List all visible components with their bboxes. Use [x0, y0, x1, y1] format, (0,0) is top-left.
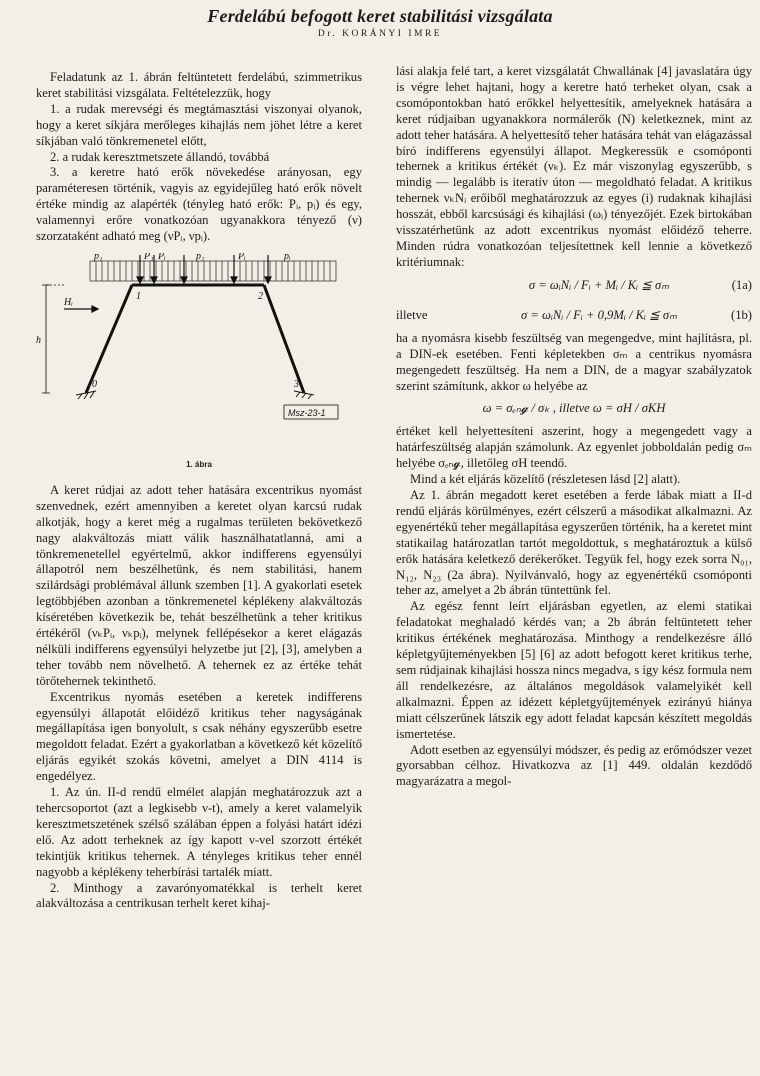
- author-name: Dr. KORÁNYI IMRE: [317, 29, 443, 39]
- label-h: h: [36, 334, 41, 346]
- paragraph: Az egész fennt leírt eljárásban egyetlen, az elemi statikai feladatokat meghaladó kérdés van; a 2b ábrán feltüntetett teher kritikus értékének meghatározása. Minthogy a rendelkezésre álló képletgyűjteményekben [5] [6] az adott befogott keret kritikus terhe, sem rúdjainak kihajlási hossza nincs megadva, s így kész formula nem áll rendelkezésre, az általános megoldások valamelyikét kell alkalmazni. Éppen az idézett képletgyűjtemények ezirányú hiánya miatt célszerűnek látszik egy adott feladat kapcsán készített megoldás ismertetése.: [396, 599, 752, 741]
- paragraph: Adott esetben az egyensúlyi módszer, és pedig az erőmódszer vezet gyorsabban célhoz. Hivatkozva az [1] 449. oldalán kezdődő magyarázatra a megol-: [396, 742, 752, 789]
- left-column: [36, 70, 362, 1068]
- distributed-load: [90, 261, 336, 281]
- label-Pi-a: Pᵢ: [158, 252, 166, 262]
- article-title: Ferdelábú befogott keret stabilitási vizsgálata: [207, 6, 553, 26]
- paragraph: Excentrikus nyomás esetében a keretek indifferens egyensúlyi állapotát előidéző kritikus teher nagyságának megállapítása igen bonyolult, s csak néhány egyszerűbb esetre megoldott feladat. Ezért a gyakorlatban a következő két közelítő eljárás egyikét szokás követni, amelyet a DIN 4114 is engedélyez.: [36, 689, 362, 784]
- frame-diagram: [36, 253, 362, 453]
- paragraph: 2. Minthogy a zavarónyomatékkal is terhelt keret alakváltozása a centrikusan terhelt keret kihaj-: [36, 880, 362, 911]
- paragraph: A keret rúdjai az adott teher hatására excentrikus nyomást szenvednek, ezért amennyiben a keretet olyan karcsú rudak alkotják, hogy a keret még a rugalmas területen bekövetkező nagy alakváltozás miatt válik használhatatlanná, ami a tönkremenetellel egyértelmű, akkor indifferens egyensúlyi állapotról nem beszélhetünk, és nem stabilitási, hanem szilárdsági problémával állunk szemben [1]. A gyakorlati esetek legtöbbjében azonban a tönkremenetel képlékeny alakváltozás kíséretében következik be, tehát beszélhetünk a teher kritikus értékéről (νₖPᵢ, νₖpᵢ), melynek fellépésekor a keret elágazás nélküli indifferens egyensúlyi helyzetbe jut [2], [3], amelyben a teher tovább nem növelhető. A tehernek ez az értéke tehát törőtehernek tekinthető.: [36, 482, 362, 688]
- fixed-supports: [76, 391, 314, 399]
- paragraph: Feladatunk az 1. ábrán feltüntetett ferdelábú, szimmetrikus keret stabilitási vizsgálata. Feltételezzük, hogy: [36, 70, 362, 100]
- formula-connector: illetve: [396, 307, 428, 322]
- label-p1-dist: p₁: [94, 252, 103, 262]
- node-3: 3: [294, 378, 299, 390]
- label-p2-dist: p₂: [196, 252, 205, 262]
- formula-1a-number: (1a): [731, 277, 752, 292]
- label-Pi-b: Pᵢ: [238, 252, 246, 262]
- node-1: 1: [136, 290, 141, 302]
- label-Hi: Hᵢ: [64, 296, 73, 308]
- paragraph: 2. a rudak keresztmetszete állandó, továbbá: [50, 149, 270, 164]
- right-column: [396, 64, 752, 1068]
- frame-figure: [36, 253, 362, 453]
- paragraph: lási alakja felé tart, a keret vizsgálatát Chwallának [4] javaslatára úgy is végre lehet hajtani, hogy a keretre ható terheket olyan, csak a csomópontokban ható erőkkel helyettesítik, amelyeknek hatására a keret rúdjaiban ugyanakkora normálerők (N) keletkeznek, mint az adott teher hatására. A helyettesítő teher hatására tehát van elágazással bíró indifferens egyensúlyi állapot. Megkeressük e csomóponti tehernek a kritikus értékét (νₖ). Ez már viszonylag egyszerűbb, s mindig — legalább is iteratív úton — megoldható feladat. A kritikus tehernek νₖNᵢ erőiből meghatározzuk az egyes (i) rudaknak kihajlási hosszát, ebből karcsúsági és kihajlási (ωᵢ) tényezőjét. Ezek birtokában visszatérhetünk az adott excentrikus nyomást előidéző teherre. Minden rúdra vonatkozóan teljesítettnek kell lennie a következő kritériumnak:: [396, 64, 752, 269]
- formula-omega-expression: ω = σₑₙ𝓰 / σₖ , illetve ω = σH / σKH: [482, 401, 666, 416]
- formula-omega: [396, 394, 752, 424]
- node-2: 2: [258, 290, 263, 302]
- figure-caption: 1. ábra: [186, 459, 212, 469]
- left-leg: [86, 285, 132, 393]
- node-0: 0: [92, 378, 97, 390]
- formula-1b-expression: σ = ωᵢNᵢ / Fᵢ + 0,9Mᵢ / Kᵢ ≦ σₘ: [521, 307, 677, 322]
- paragraph: értéket kell helyettesíteni aszerint, hogy a megengedett vagy a határfeszültség alapján számolunk. Az egyenlet jobboldalán pedig σₘ helyébe σₑₙ𝓰, illetőleg σH teendő.: [396, 424, 752, 471]
- stamp-text: Msz-23-1: [288, 407, 326, 418]
- right-leg: [264, 285, 304, 393]
- height-dimension: [42, 285, 66, 393]
- paragraph: Mind a két eljárás közelítő (részletesen lásd [2] alatt).: [410, 472, 681, 487]
- paragraph: ha a nyomásra kisebb feszültség van megengedve, mint hajlításra, pl. a DIN-ek esetében. Fenti képletekben σₘ a centrikus nyomásra megengedett feszültség. Ha nem a DIN, de a magyar szabályzatok szerint számítunk, akkor ω helyébe az: [396, 330, 752, 393]
- paragraph: 3. a keretre ható erők növekedése arányosan, egy paraméteresen történik, vagyis az egyidejűleg ható erők növelt értéke mindig az alapérték (tényleg ható erők: Pᵢ, pᵢ) és egy, valamennyi erőre vonatkozóan ugyanakkora tényező (ν) szorzataként adható meg (νPᵢ, νpᵢ).: [36, 165, 362, 244]
- formula-1a-expression: σ = ωᵢNᵢ / Fᵢ + Mᵢ / Kᵢ ≦ σₘ: [528, 277, 670, 292]
- paragraph: 1. a rudak merevségi és megtámasztási viszonyai olyanok, hogy a keret síkjára merőleges kihajlás nem jöhet létre a keret síkjában való tönkremenetel előtt,: [36, 101, 362, 148]
- paragraph: Az 1. ábrán megadott keret esetében a ferde lábak miatt a II-d rendű eljárás körülményes, ezért célszerű a másodikat alkalmazni. Az egyenértékű teher megállapítása egyszerűen történik, ha a keretet mint statikailag határozatlan tartót megoldottuk, s meghatároztuk a külső erők hatására keletkező derékerőket. Tegyük fel, hogy ezek sorra N₀₁, N₁₂, N₂₃ (2a ábra). Nyilvánvaló, hogy az egyenértékű csomóponti teher az, amelyet a 2b ábrán tüntettünk fel.: [396, 488, 752, 598]
- label-P1: P₁: [144, 252, 154, 262]
- formula-1b-number: (1b): [731, 307, 752, 322]
- label-pi-dist: pᵢ: [284, 252, 291, 262]
- formula-1b: [396, 301, 752, 331]
- formula-1a: [396, 271, 752, 301]
- paragraph: 1. Az ún. II-d rendű elmélet alapján meghatározzuk azt a tehercsoportot (azt a legkisebb ν-t), amely a keret valamelyik keresztmetszetének szélső szálában éppen a folyási határt idézi elő. Az adott terheknek az így kapott ν-vel szorzott értékét tekintjük kritikus tehernek. A tényleges kritikus teher ennél nagyobb a képlékeny teherbírási tartalék miatt.: [36, 785, 362, 879]
